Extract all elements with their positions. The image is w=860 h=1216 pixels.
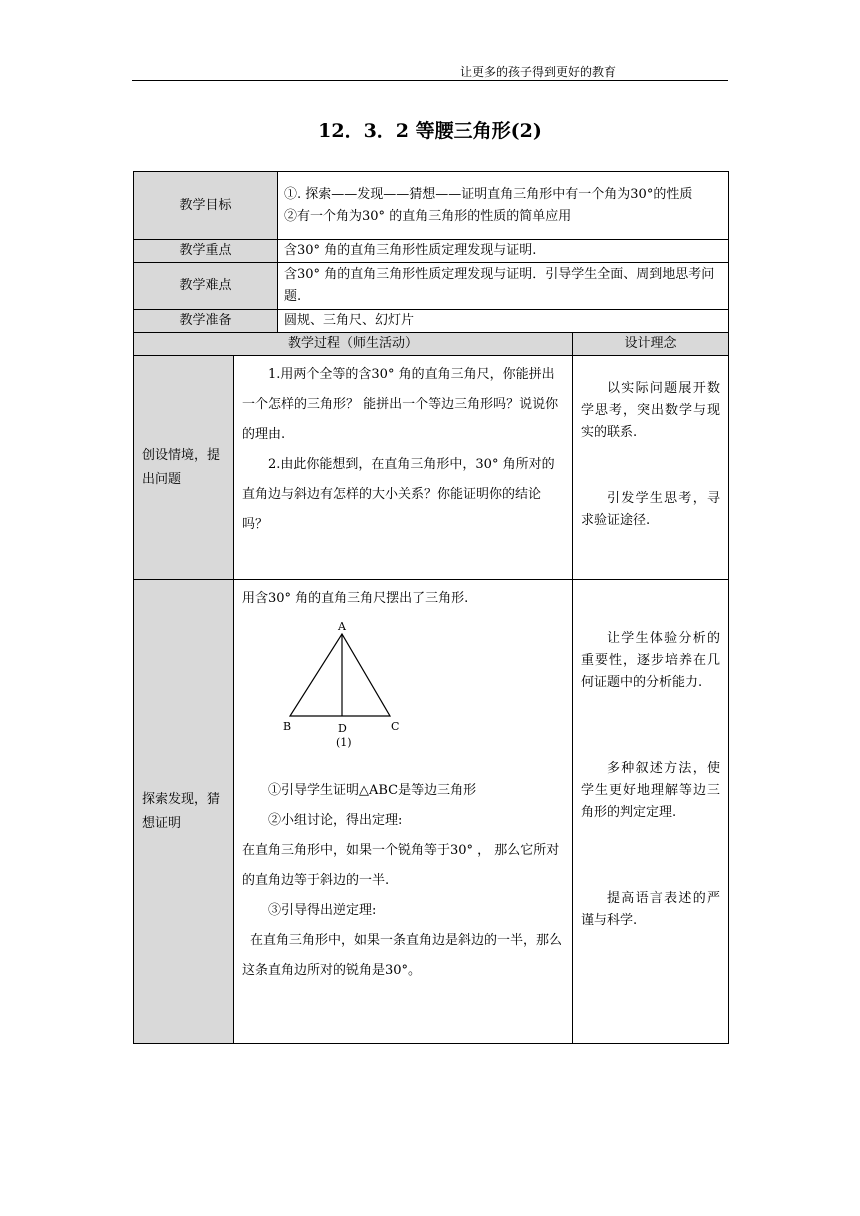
section2-theorem: 在直角三角形中，如果一个锐角等于30° ， 那么它所对的直角边等于斜边的一半. xyxy=(242,843,560,888)
section2-idea1: 让学生体验分析的重要性，逐步培养在几何证题中的分析能力. xyxy=(581,631,721,690)
triangle-abc xyxy=(290,634,390,716)
section2-converse: 在直角三角形中，如果一条直角边是斜边的一半，那么这条直角边所对的锐角是30°。 xyxy=(242,933,563,978)
difficulty-text: 含30° 角的直角三角形性质定理发现与证明．引导学生全面、周到地思考问题. xyxy=(278,263,729,310)
section1-q1: 1.用两个全等的含30° 角的直角三角尺，你能拼出一个怎样的三角形？ 能拼出一个等边三角形吗？说说你的理由. xyxy=(242,367,559,442)
goal-2: ②有一个角为30° 的直角三角形的性质的简单应用 xyxy=(284,208,572,224)
page-title: 12．3．2 等腰三角形(2) xyxy=(318,120,542,142)
triangle-figure xyxy=(242,618,564,768)
section2-ideas xyxy=(573,580,729,1044)
section1-process xyxy=(234,356,573,580)
section1-idea1: 以实际问题展开数学思考，突出数学与现实的联系. xyxy=(581,381,721,440)
section1-q2: 2.由此你能想到，在直角三角形中，30° 角所对的直角边与斜边有怎样的大小关系？你能证明你的结论吗？ xyxy=(242,457,555,532)
process-header: 教学过程（师生活动） xyxy=(134,333,573,356)
goal-1: ①. 探索——发现——猜想——证明直角三角形中有一个角为30°的性质 xyxy=(284,186,693,202)
goal-label: 教学目标 xyxy=(134,172,278,240)
triangle-diagram xyxy=(272,618,422,748)
figure-caption: (1) xyxy=(336,736,352,748)
label-a: A xyxy=(338,620,346,633)
section1-idea2: 引发学生思考，寻求验证途径. xyxy=(581,491,721,528)
section2-process xyxy=(234,580,573,1044)
label-d: D xyxy=(338,722,347,735)
section1-label: 创设情境，提出问题 xyxy=(134,356,234,580)
section2-step1: ①引导学生证明△ABC是等边三角形 xyxy=(268,783,477,798)
lesson-plan-table xyxy=(133,171,729,1044)
prep-text: 圆规、三角尺、幻灯片 xyxy=(278,310,729,333)
section2-intro: 用含30° 角的直角三角尺摆出了三角形. xyxy=(242,591,469,606)
key-text: 含30° 角的直角三角形性质定理发现与证明. xyxy=(278,240,729,263)
label-b: B xyxy=(283,720,292,733)
section2-idea3: 提高语言表述的严谨与科学. xyxy=(581,891,721,928)
key-label: 教学重点 xyxy=(134,240,278,263)
label-c: C xyxy=(391,720,400,733)
header-slogan: 让更多的孩子得到更好的教育 xyxy=(460,65,617,79)
section2-step2: ②小组讨论，得出定理: xyxy=(268,813,403,828)
section2-idea2: 多种叙述方法，使学生更好地理解等边三角形的判定定理. xyxy=(581,761,721,820)
idea-header: 设计理念 xyxy=(573,333,729,356)
section2-label: 探索发现，猜想证明 xyxy=(134,580,234,1044)
goal-cell xyxy=(278,172,729,240)
prep-label: 教学准备 xyxy=(134,310,278,333)
section2-step3: ③引导得出逆定理: xyxy=(268,903,377,918)
difficulty-label: 教学难点 xyxy=(134,263,278,310)
section1-ideas xyxy=(573,356,729,580)
header-rule xyxy=(132,80,728,81)
